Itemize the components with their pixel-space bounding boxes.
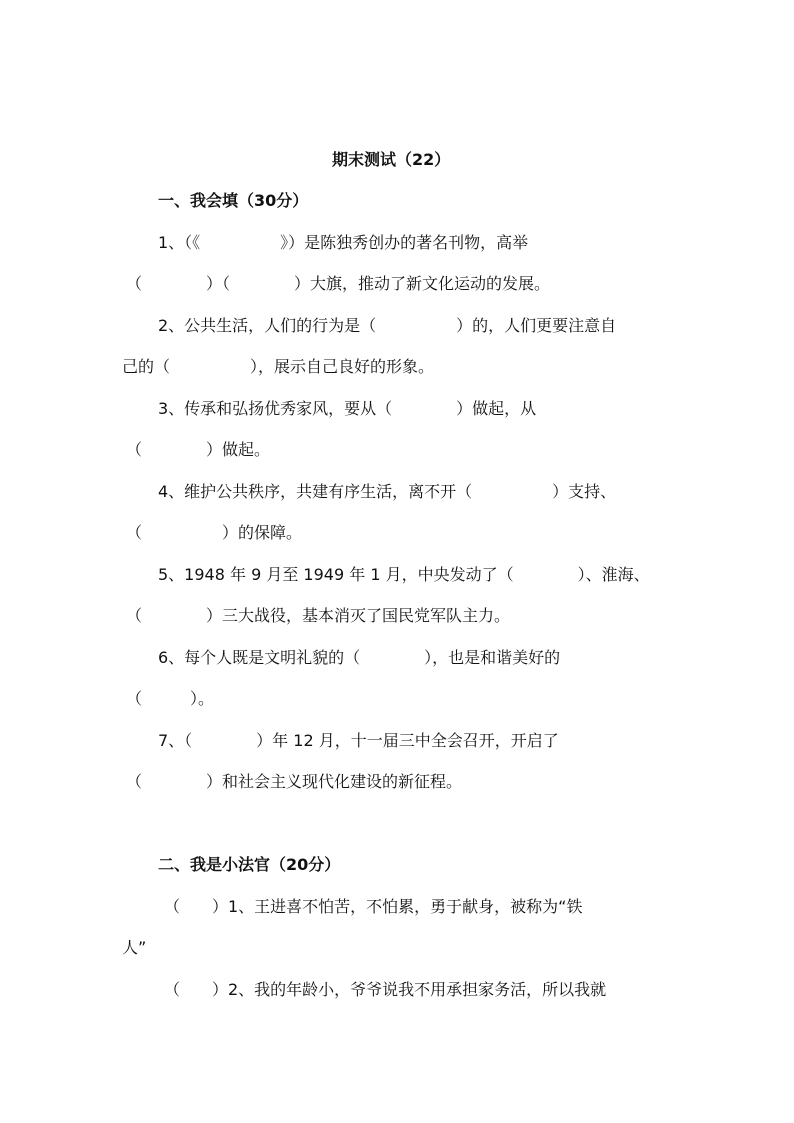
section1-line: （ ）做起。 (126, 440, 271, 459)
section1-line: 6、每个人既是文明礼貌的（ ），也是和谐美好的 (158, 648, 561, 667)
section2-heading: 二、我是小法官（20分） (158, 855, 341, 874)
section2-line: （ ）2、我的年龄小，爷爷说我不用承担家务活，所以我就 (164, 980, 607, 999)
section1-line: （ ）的保障。 (126, 523, 303, 542)
section1-line: （ ）。 (126, 689, 215, 708)
section1-line: 3、传承和弘扬优秀家风，要从（ ）做起，从 (158, 399, 537, 418)
section1-line: （ ）三大战役，基本消灭了国民党军队主力。 (126, 606, 511, 625)
section1-line: 1、（《 》）是陈独秀创办的著名刊物，高举 (158, 233, 529, 252)
section1-heading: 一、我会填（30分） (158, 191, 309, 210)
section1-line: 2、公共生活，人们的行为是（ ）的，人们更要注意自 (158, 316, 617, 335)
section1-line: 7、（ ）年 12 月，十一届三中全会召开，开启了 (158, 731, 559, 750)
section1-line: 4、维护公共秩序，共建有序生活，离不开（ ）支持、 (158, 482, 617, 501)
page-title: 期末测试（22） (332, 150, 451, 169)
section1-line: （ ）（ ）大旗，推动了新文化运动的发展。 (126, 274, 551, 293)
section2-line: 人” (122, 938, 147, 957)
section1-line: （ ）和社会主义现代化建设的新征程。 (126, 772, 463, 791)
section2-line: （ ）1、王进喜不怕苦，不怕累，勇于献身，被称为“铁 (164, 897, 583, 916)
section1-line: 5、1948 年 9 月至 1949 年 1 月，中央发动了（ ）、淮海、 (158, 565, 650, 584)
section1-line: 己的（ ），展示自己良好的形象。 (122, 357, 435, 376)
